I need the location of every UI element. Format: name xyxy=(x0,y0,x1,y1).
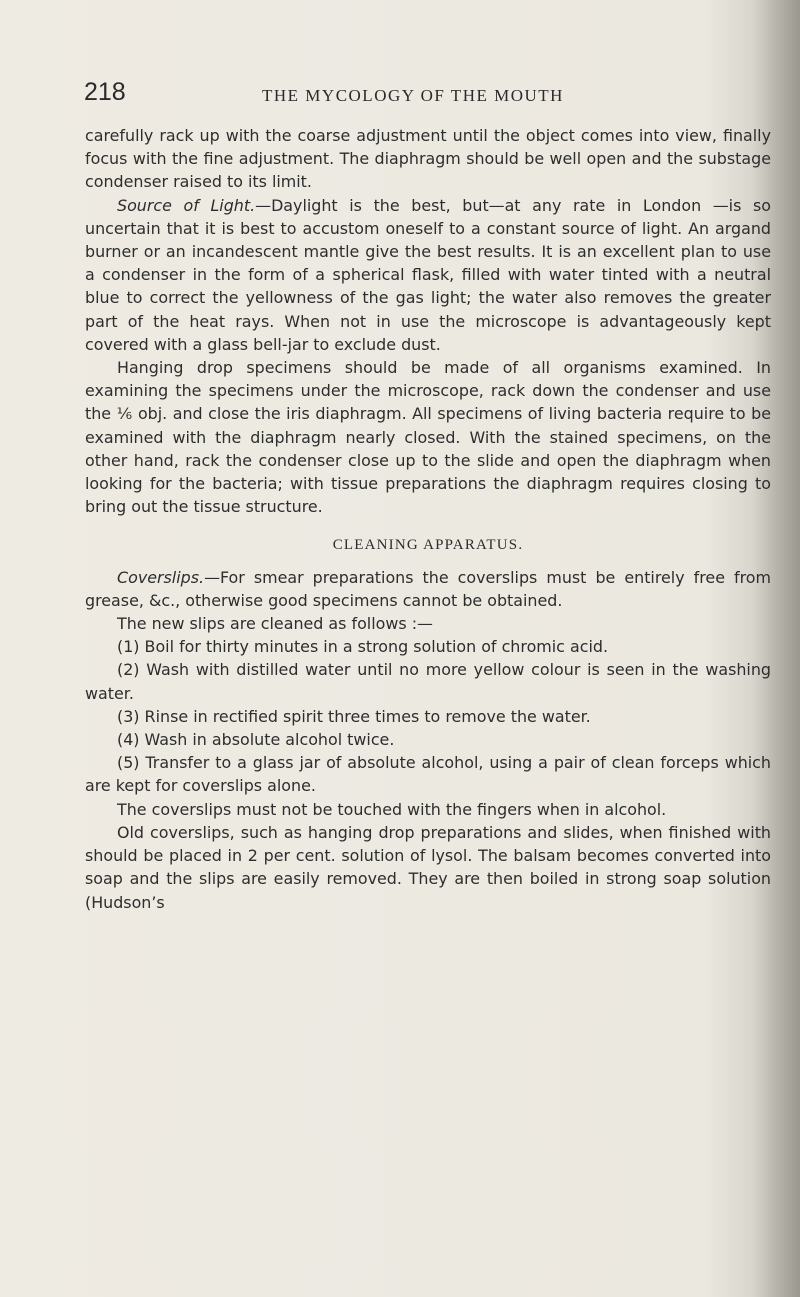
paragraph-no-fingers: The coverslips must not be touched with the fingers when in alcohol. xyxy=(117,799,667,819)
paragraph-body-coverslips: —For smear preparations the coverslips must be entirely free from grease, &c., otherwise good specimens cannot be obtained. xyxy=(85,567,771,610)
paragraph-old-coverslips: Old coverslips, such as hanging drop preparations and slides, when finished with should be placed in 2 per cent. solution of lysol. The balsam becomes converted into soap and the slips are easily removed. They are then boiled in strong soap solution (Hudson’s xyxy=(85,822,771,912)
running-head: THE MYCOLOGY OF THE MOUTH xyxy=(262,86,564,105)
list-item-step-1: (1) Boil for thirty minutes in a strong solution of chromic acid. xyxy=(117,637,608,657)
paragraph-coverslips xyxy=(85,566,771,612)
body-text xyxy=(85,124,771,914)
list-item-step-5: (5) Transfer to a glass jar of absolute alcohol, using a pair of clean forceps which are kept for coverslips alone. xyxy=(85,753,771,796)
paragraph-hanging-drop: Hanging drop specimens should be made of all organisms examined. In examining the specimens under the microscope, rack down the condenser and use the ⅙ obj. and close the iris diaphragm. All specimens of living bacteria require to be examined with the diaphragm nearly closed. With the stained specimens, on the other hand, rack the condenser close up to the slide and open the diaphragm when looking for the bacteria; with tissue preparations the diaphragm requires closing to bring out the tissue structure. xyxy=(85,358,771,517)
page-number: 218 xyxy=(84,78,126,106)
paragraph-heading-source-of-light: Source of Light. xyxy=(117,195,256,215)
list-item-step-3: (3) Rinse in rectified spirit three times to remove the water. xyxy=(117,706,591,726)
section-heading-cleaning-apparatus: CLEANING APPARATUS. xyxy=(332,537,524,554)
paragraph-source-of-light xyxy=(85,194,771,356)
paragraph-heading-coverslips: Coverslips. xyxy=(117,567,205,587)
list-item-step-2: (2) Wash with distilled water until no more yellow colour is seen in the washing water. xyxy=(85,660,771,703)
paragraph-cleaning-intro: The new slips are cleaned as follows :— xyxy=(117,614,433,634)
paragraph-body-source-of-light: —Daylight is the best, but—at any rate in London —is so uncertain that it is best to accustom oneself to a constant source of light. An argand burner or an incandescent mantle give the best results. It is an excellent plan to use a condenser in the form of a spherical flask, filled with water tinted with a neutral blue to correct the yellowness of the gas light; the water also removes the greater part of the heat rays. When not in use the microscope is advantageously kept covered with a glass bell-jar to exclude dust. xyxy=(85,195,771,354)
page-header xyxy=(0,78,770,118)
list-item-step-4: (4) Wash in absolute alcohol twice. xyxy=(117,730,395,750)
paragraph-focus: carefully rack up with the coarse adjustment until the object comes into view, finally focus with the fine adjustment. The diaphragm should be well open and the substage condenser raised to its limit. xyxy=(85,126,771,192)
